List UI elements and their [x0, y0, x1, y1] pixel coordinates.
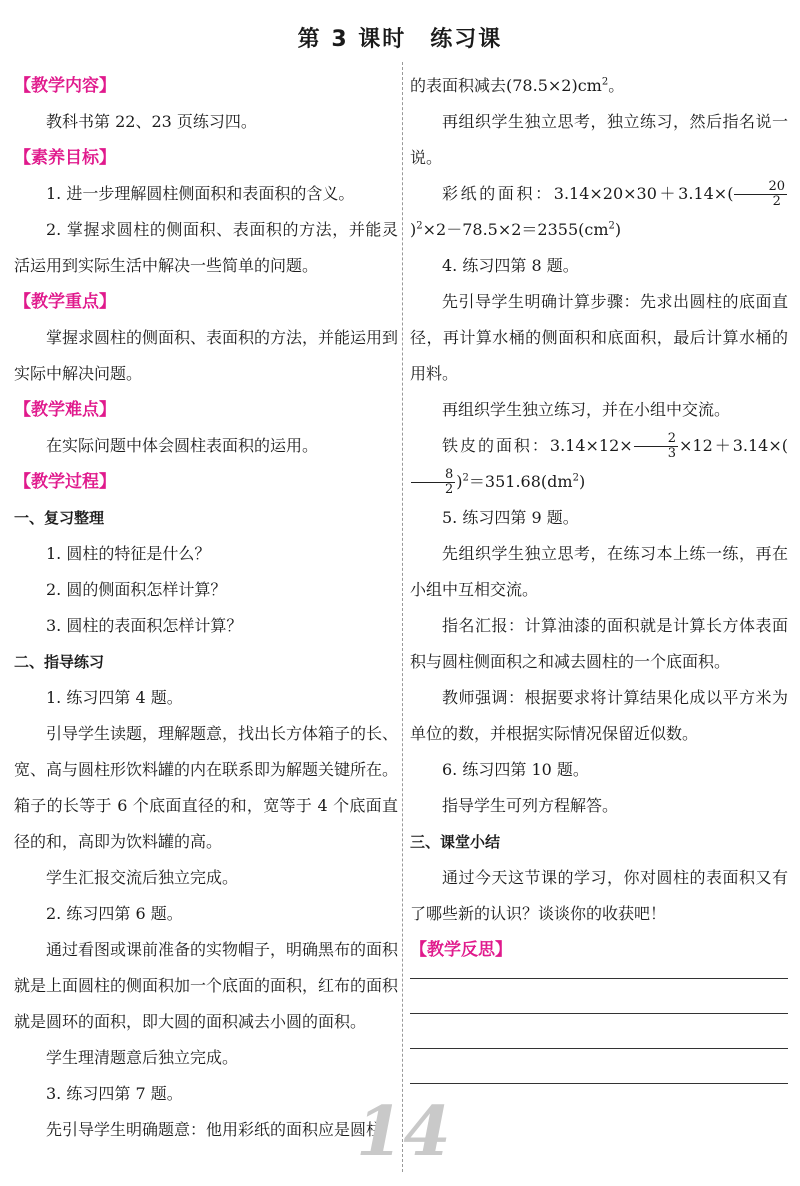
heading-reflection: 【教学反思】 [410, 940, 512, 960]
exercise-4-report: 学生汇报交流后独立完成。 [46, 868, 239, 887]
content-text: 教科书第 22、23 页练习四。 [46, 112, 257, 131]
lesson-title: 第 3 课时 练习课 [297, 27, 503, 52]
fraction-2-over-3: $\frac{2}{3}$ [634, 432, 678, 461]
fraction-8-over-2: $\frac{8}{2}$ [411, 468, 455, 497]
exercise-6-guide: 通过看图或课前准备的实物帽子，明确黑布的面积就是上面圆柱的侧面积加一个底面的面积，红布的面积就是圆环的面积，即大圆的面积减去小圆的面积。 [14, 940, 399, 1031]
exercise-9-guide: 先组织学生独立思考，在练习本上练一练，再在小组中互相交流。 [410, 544, 788, 599]
exercise-9-title: 5. 练习四第 9 题。 [442, 508, 579, 527]
exercise-6-title: 2. 练习四第 6 题。 [46, 904, 183, 923]
writing-line [410, 1083, 788, 1084]
exercise-10-guide: 指导学生可列方程解答。 [442, 796, 619, 815]
column-divider [402, 62, 404, 1172]
exercise-8-practice: 再组织学生独立练习，并在小组中交流。 [442, 400, 731, 419]
heading-difficulties: 【教学难点】 [14, 400, 116, 420]
heading-content: 【教学内容】 [14, 76, 116, 96]
formula-iron-area: 铁皮的面积：3.14×12× $\frac{2}{3}$ ×12＋3.14×( $\frac{8}{2}$ )$^2=351.68(dm^2)$ [410, 428, 788, 500]
writing-line [410, 1048, 788, 1049]
exercise-6-complete: 学生理清题意后独立完成。 [46, 1048, 239, 1067]
exercise-9-report: 指名汇报：计算油漆的面积就是计算长方体表面积与圆柱侧面积之和减去圆柱的一个底面积。 [410, 616, 788, 671]
review-q2: 2. 圆的侧面积怎样计算？ [46, 580, 227, 599]
exercise-7-discuss: 再组织学生独立思考，独立练习，然后指名说一说。 [410, 112, 788, 167]
exercise-8-guide: 先引导学生明确计算步骤：先求出圆柱的底面直径，再计算水桶的侧面积和底面积，最后计算水桶的用料。 [410, 292, 788, 383]
page-number: 14 [356, 1092, 451, 1172]
exercise-7-title: 3. 练习四第 7 题。 [46, 1084, 183, 1103]
heading-key-points: 【教学重点】 [14, 292, 116, 312]
formula-paper-area: 彩纸的面积：3.14×20×30＋3.14×( $\frac{20}{2}$ )$^2\times 2-78.5\times 2=2355(cm^2)$ [410, 179, 785, 239]
heading-process: 【教学过程】 [14, 472, 116, 492]
key-points-text: 掌握求圆柱的侧面积、表面积的方法，并能运用到实际中解决问题。 [14, 328, 399, 383]
writing-line [410, 1013, 788, 1014]
exercise-10-title: 6. 练习四第 10 题。 [442, 760, 589, 779]
difficulties-text: 在实际问题中体会圆柱表面积的运用。 [46, 436, 319, 455]
exercise-8-title: 4. 练习四第 8 题。 [442, 256, 579, 275]
left-column [14, 68, 398, 1148]
exercise-7-guide: 先引导学生明确题意：他用彩纸的面积应是圆柱 [46, 1120, 383, 1139]
section-summary: 三、课堂小结 [410, 833, 501, 851]
right-column [410, 68, 788, 1118]
section-practice: 二、指导练习 [14, 653, 105, 671]
writing-line [410, 978, 788, 979]
summary-text: 通过今天这节课的学习，你对圆柱的表面积又有了哪些新的认识？谈谈你的收获吧！ [410, 868, 788, 923]
reflection-writing-lines [410, 978, 788, 1084]
section-review: 一、复习整理 [14, 509, 105, 527]
review-q3: 3. 圆柱的表面积怎样计算？ [46, 616, 243, 635]
exercise-4-guide: 引导学生读题，理解题意，找出长方体箱子的长、宽、高与圆柱形饮料罐的内在联系即为解题关键所在。箱子的长等于 6 个底面直径的和，宽等于 4 个底面直径的和，高即为饮料罐的高。 [14, 724, 399, 851]
exercise-4-title: 1. 练习四第 4 题。 [46, 688, 183, 707]
goal-2: 2. 掌握求圆柱的侧面积、表面积的方法，并能灵活运用到实际生活中解决一些简单的问题。 [14, 220, 398, 275]
exercise-7-continued: 的表面积减去$(78.5\times 2)cm^2$。 [410, 76, 625, 95]
exercise-9-emphasis: 教师强调：根据要求将计算结果化成以平方米为单位的数，并根据实际情况保留近似数。 [410, 688, 788, 743]
review-q1: 1. 圆柱的特征是什么？ [46, 544, 211, 563]
fraction-20-over-2: $\frac{20}{2}$ [734, 180, 787, 209]
goal-1: 1. 进一步理解圆柱侧面积和表面积的含义。 [46, 184, 355, 203]
heading-goals: 【素养目标】 [14, 148, 116, 168]
